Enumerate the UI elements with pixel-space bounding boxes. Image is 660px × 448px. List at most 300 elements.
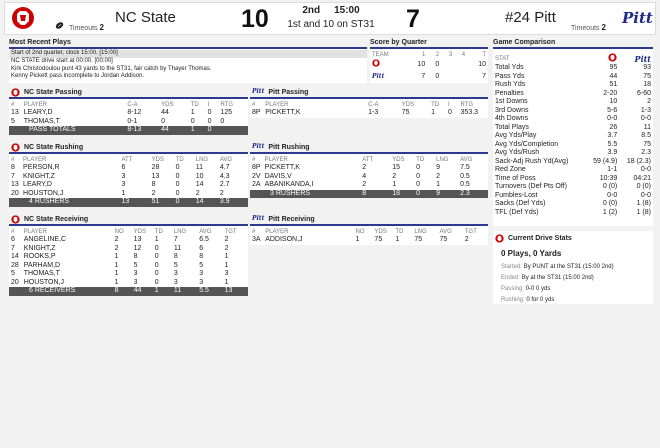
col-header: ATT [362, 156, 374, 163]
table-row [250, 109, 488, 118]
stat-cell: 0 [174, 198, 194, 207]
col-header: # [11, 228, 15, 235]
panel-title: Pitt Passing [268, 89, 309, 96]
stat-cell: 75 [439, 236, 448, 243]
col-header: 1 [421, 51, 426, 58]
col-header: # [252, 156, 256, 163]
stat-value: 26 [609, 123, 618, 131]
table-row [250, 236, 488, 245]
col-header: TD [416, 156, 425, 163]
stat-cell: 12 [133, 244, 142, 252]
panel-title: NC State Receiving [24, 216, 89, 223]
stat-cell: 8 [360, 190, 390, 199]
stat-cell: 4.3 [219, 172, 230, 180]
comparison-row [493, 149, 653, 158]
stat-value: 1 (8) [636, 200, 651, 207]
stat-label: Sacks (Def Yds) [495, 200, 546, 207]
stat-cell: 353.3 [460, 109, 479, 116]
stat-value: 44 [609, 72, 618, 80]
col-header: YDS [151, 156, 164, 163]
table-row [250, 164, 488, 173]
away-score: 10 [241, 5, 269, 33]
game-clock: 15:00 [334, 5, 360, 16]
stat-value: 0-0 [640, 115, 651, 122]
stat-cell: 14 [195, 181, 204, 188]
stat-cell: 3 [121, 172, 126, 180]
stat-value: 10 [609, 98, 618, 105]
stat-cell: 2 [114, 236, 119, 243]
stat-cell: 2 [362, 181, 367, 188]
stat-label: Time of Poss [495, 174, 536, 182]
most-recent-plays-panel [9, 38, 367, 85]
stat-value: 0 (0) [636, 183, 651, 190]
stat-label: Total Yds [495, 64, 524, 71]
stat-value: 2.3 [641, 149, 651, 156]
home-timeouts: Timeouts 2 [571, 23, 606, 32]
comparison-row [493, 81, 653, 90]
stat-cell: 8 [133, 253, 138, 260]
stats-table [250, 154, 488, 198]
stat-cell: 13 [11, 181, 19, 188]
stat-cell: 10 [195, 172, 204, 180]
pitt-receiving-panel [250, 215, 488, 245]
stat-cell: 0 [175, 189, 180, 197]
stat-label: Avg Yds/Rush [495, 149, 540, 156]
stat-label: Pass Yds [495, 72, 525, 80]
stat-label: 1st Downs [495, 98, 528, 105]
pitt-logo: Pitt [252, 215, 265, 222]
stat-value: 0 (0) [602, 200, 618, 207]
col-header: TD [175, 156, 184, 163]
stat-cell: 9 [434, 190, 458, 199]
stat-value: 2-20 [603, 89, 618, 97]
col-header: # [252, 101, 256, 108]
stat-value: 75 [643, 140, 651, 148]
table-row [9, 245, 248, 254]
stat-cell: 44 [161, 109, 169, 116]
stat-cell: 2A [252, 181, 261, 188]
stat-cell: 5 [199, 261, 204, 269]
player-name: HOUSTON,J [23, 189, 64, 197]
col-header: LNG [436, 156, 449, 163]
col-header: YDS [133, 228, 146, 235]
player-name: LEARY,D [23, 181, 52, 188]
stat-cell: 5 [11, 117, 15, 125]
stat-cell: 1 [224, 278, 229, 286]
table-row [9, 164, 248, 173]
stat-label: Total Plays [495, 123, 529, 131]
col-header: LNG [414, 228, 427, 235]
stat-cell: 0 [416, 172, 421, 180]
comparison-row [493, 132, 653, 141]
stat-cell: 0 [416, 181, 421, 188]
col-header: 2 [435, 51, 440, 58]
stat-cell: 8-13 [125, 126, 159, 135]
home-team-name: #24 Pitt [505, 9, 556, 26]
stat-cell: 8 [11, 164, 15, 171]
player-name: ADDISON,J [265, 236, 303, 243]
stat-cell: 2 [219, 189, 224, 197]
stat-cell: 0 [220, 117, 225, 125]
table-row [9, 173, 248, 182]
table-row [9, 279, 248, 288]
col-header: NO [355, 228, 365, 235]
stat-cell: 8 [199, 253, 204, 260]
stat-cell: 1 [114, 278, 119, 286]
away-timeouts: Timeouts 2 [69, 23, 104, 32]
stat-label: Turnovers (Def Pts Off) [495, 183, 567, 190]
ncstate-logo [608, 53, 617, 62]
col-header: RTG [220, 101, 233, 108]
ncstate-logo [495, 234, 504, 243]
comparison-row [493, 90, 653, 99]
stat-cell: 28 [11, 261, 19, 269]
stat-cell: 3 [224, 270, 229, 277]
player-name: HOUSTON,J [23, 278, 65, 286]
stat-cell: 5 [173, 261, 178, 269]
stat-cell: 3 [173, 270, 178, 277]
stat-value: 3.7 [607, 132, 618, 139]
stat-cell: 1-3 [368, 109, 379, 116]
stat-value: 10:39 [599, 174, 618, 182]
play-line: Start of 2nd quarter, clock 15:00. [15:00] [9, 50, 367, 58]
stat-cell: 0 [414, 190, 434, 199]
stat-cell: 8 [113, 287, 132, 296]
stat-cell: 3.9 [218, 198, 248, 207]
stat-cell: 1 [121, 189, 126, 197]
col-header: TD [431, 101, 440, 108]
stat-cell: 28 [151, 164, 160, 171]
comparison-row [493, 166, 653, 175]
scoreboard [4, 2, 656, 35]
col-header: PLAYER [23, 228, 47, 235]
stat-cell: 7 [173, 236, 178, 243]
stat-cell: 0 [206, 126, 219, 135]
totals-label: 3 RUSHERS [250, 190, 360, 199]
stat-cell: 13 [11, 109, 19, 116]
col-header: YDS [401, 101, 415, 108]
stat-value: 11 [643, 123, 651, 131]
stat-cell: 1 [154, 236, 159, 243]
stat-cell: 44 [132, 287, 153, 296]
stat-cell: 0 [190, 117, 195, 125]
stat-cell: 1 [114, 261, 119, 269]
stat-cell: 20 [11, 189, 19, 197]
ncstate-logo [11, 215, 20, 224]
table-row [9, 181, 248, 190]
totals-row [9, 126, 248, 135]
comparison-row [493, 64, 653, 73]
ncstate-receiving-panel [9, 215, 248, 296]
stat-cell: 8-12 [127, 109, 142, 116]
col-header: LNG [173, 228, 187, 235]
table-row [250, 173, 488, 182]
stat-cell: 0 [207, 117, 212, 125]
comparison-row [493, 107, 653, 116]
col-header: YDS [374, 228, 387, 235]
col-header: TGT [224, 228, 237, 235]
pitt-logo: Pitt [372, 72, 385, 80]
stat-label: Sack-Adj Rush Yd(Avg) [495, 157, 569, 165]
table-row [9, 190, 248, 199]
stat-cell: 13 [119, 198, 149, 207]
stat-cell: 2.3 [458, 190, 488, 199]
stat-cell: 11 [173, 244, 182, 252]
col-header: TD [190, 101, 199, 108]
stat-cell: 0 [154, 278, 159, 286]
player-name: ANGELINE,C [23, 236, 67, 243]
stat-cell: 3 [121, 181, 126, 188]
stat-cell: 51 [150, 198, 174, 207]
panel-title: Pitt Receiving [268, 216, 315, 223]
stat-cell: 0.5 [460, 181, 470, 188]
game-comparison-panel [493, 38, 653, 228]
stat-value: 0-0 [640, 191, 651, 199]
table-row: Pitt 7 0 7 [372, 72, 486, 80]
stat-cell: 6.5 [199, 236, 209, 243]
stat-cell: 4.7 [219, 164, 230, 171]
stat-label: Rush Yds [495, 81, 526, 88]
comparison-row [493, 115, 653, 124]
pitt-logo: Pitt [634, 53, 651, 64]
col-header: # [11, 156, 15, 163]
col-header: I [207, 101, 210, 108]
player-name: ABANIKANDA,I [264, 181, 314, 188]
score-by-quarter-panel [370, 38, 488, 85]
stat-cell: 0 [207, 109, 212, 116]
player-name: PICKETT,K [264, 164, 300, 171]
stat-cell: 13 [151, 172, 160, 180]
table-row [9, 118, 248, 127]
ncstate-logo [11, 6, 35, 30]
stat-value: 04:21 [633, 174, 651, 182]
stat-value: 8.5 [641, 132, 651, 139]
stat-value: 93 [643, 64, 651, 71]
stat-cell: 3 [199, 270, 204, 277]
stat-cell: 1 [114, 253, 119, 260]
stat-cell: 1 [224, 253, 229, 260]
stat-value: 0 (0) [602, 183, 618, 190]
pitt-passing-panel [250, 88, 488, 118]
col-header: # [252, 228, 256, 235]
stat-cell: 2 [436, 172, 441, 180]
stat-cell: 14 [11, 253, 19, 260]
stat-cell: 1 [355, 236, 360, 243]
drive-rushing: Rushing: 0 for 0 yds [501, 297, 555, 303]
home-score: 7 [406, 5, 420, 33]
stat-cell: 13 [133, 236, 142, 243]
stat-value: 1-3 [640, 106, 651, 114]
stat-cell: 6 [121, 164, 126, 171]
col-header: AVG [199, 228, 212, 235]
stat-value: 5.5 [607, 140, 618, 148]
stat-label: Avg Yds/Play [495, 132, 537, 139]
ncstate-logo [372, 59, 380, 67]
panel-title: NC State Rushing [24, 144, 84, 151]
col-header: TD [395, 228, 404, 235]
stat-cell: 3 [173, 278, 178, 286]
panel-title: Most Recent Plays [9, 38, 367, 49]
col-header: # [11, 101, 15, 108]
play-line: Kirk Christodoulou punt 43 yards to the ST31, fair catch by Thayer Thomas. [11, 65, 212, 72]
stat-cell: 5 [11, 270, 15, 277]
col-header: PLAYER [265, 101, 289, 108]
stat-cell: 0 [154, 261, 159, 269]
comparison-row [493, 98, 653, 107]
game-clock-panel [275, 5, 387, 30]
stat-value: 75 [643, 72, 651, 80]
stat-cell: 75 [374, 236, 383, 243]
stat-cell: 0 [154, 270, 159, 277]
table-row: 10 0 10 [370, 59, 488, 71]
stat-cell: 8P [252, 109, 261, 116]
stat-cell: 7.5 [460, 164, 470, 171]
stat-cell: 0 [175, 164, 180, 171]
stat-cell: 44 [159, 126, 189, 135]
stat-cell: 15 [392, 164, 400, 171]
stat-value: 2 [647, 98, 651, 105]
player-name: LEARY,D [23, 109, 53, 116]
panel-title: NC State Passing [24, 89, 82, 96]
player-name: DAVIS,V [264, 172, 292, 180]
col-header: T [482, 51, 486, 58]
col-header: C-A [127, 101, 138, 108]
stat-cell: 2 [224, 244, 229, 252]
stat-value: 0-0 [607, 115, 618, 122]
stat-cell: 1 [436, 181, 441, 188]
player-name: THOMAS,T [23, 117, 60, 125]
drive-ended: Ended: By at the ST31 (15:00 2nd) [501, 275, 594, 281]
table-row [250, 181, 488, 190]
stat-cell: 2 [362, 164, 367, 171]
ncstate-logo [11, 143, 20, 152]
stat-cell: 9 [436, 164, 441, 171]
stat-value: 18 (2.3) [626, 157, 651, 165]
stat-cell: 1 [224, 261, 229, 269]
stat-value: 3.9 [607, 149, 618, 156]
stat-value: 51 [609, 81, 618, 88]
stat-cell: 11 [195, 164, 204, 171]
down-and-distance: 1st and 10 on ST31 [287, 19, 375, 30]
col-header: YDS [392, 156, 405, 163]
stat-cell: 2V [252, 172, 261, 180]
ncstate-logo [11, 88, 20, 97]
stat-value: 1 (2) [602, 208, 618, 216]
stat-cell: 1 [153, 287, 172, 296]
player-name: THOMAS,T [23, 270, 60, 277]
stat-cell: 3 [133, 270, 138, 277]
stat-cell: 8 [151, 181, 156, 188]
stat-cell: 0 [154, 253, 159, 260]
drive-started: Started: By PUNT at the ST31 (15:00 2nd) [501, 264, 614, 270]
col-header: PLAYER [265, 228, 289, 235]
comparison-row [493, 175, 653, 184]
totals-label: 4 RUSHERS [9, 198, 119, 207]
comparison-row [493, 141, 653, 150]
stat-value: 1 (8) [636, 208, 651, 216]
col-header: 4 [461, 51, 466, 58]
stat-cell: 13 [223, 287, 248, 296]
stat-cell: 0 [416, 164, 421, 171]
stat-cell: 0-1 [127, 117, 138, 125]
col-header: RTG [460, 101, 474, 108]
player-name: PERSON,R [23, 164, 60, 171]
stat-cell: 3 [199, 278, 204, 286]
col-header: AVG [460, 156, 473, 163]
table-row [9, 236, 248, 245]
player-name: KNIGHT,Z [23, 172, 55, 180]
pitt-logo: Pitt [252, 88, 265, 95]
stat-cell: 2 [114, 244, 119, 252]
stat-cell: 2 [464, 236, 469, 243]
stat-cell: 75 [401, 109, 410, 116]
stat-cell: 2 [151, 189, 156, 197]
col-header: ATT [121, 156, 133, 163]
col-header: PLAYER [23, 156, 47, 163]
col-header: AVG [219, 156, 233, 163]
comparison-row [493, 183, 653, 192]
stats-table [250, 226, 488, 245]
ncstate-passing-panel [9, 88, 248, 135]
stats-table [9, 226, 248, 296]
away-team-name: NC State [115, 9, 176, 26]
stat-cell: 0 [447, 109, 452, 116]
stat-value: 5-6 [607, 106, 618, 114]
ncstate-rushing-panel [9, 143, 248, 207]
comparison-row [493, 158, 653, 167]
stat-cell: 1 [189, 126, 206, 135]
col-header: PLAYER [23, 101, 47, 108]
stat-cell: 1 [431, 109, 436, 116]
play-line: NC STATE drive start at 00:00. [00:00] [11, 57, 113, 64]
pitt-logo: Pitt [252, 143, 265, 150]
stat-cell: 3A [252, 236, 261, 243]
stat-cell: 3 [133, 278, 138, 286]
stats-table [9, 99, 248, 135]
col-header: LNG [195, 156, 209, 163]
stat-value: 0-0 [607, 191, 618, 199]
player-name: PARHAM,D [23, 261, 61, 269]
stat-value: 95 [609, 64, 618, 71]
stat-label: 4th Downs [495, 115, 529, 122]
panel-title: Pitt Rushing [268, 144, 310, 151]
col-header: 3 [448, 51, 453, 58]
comparison-row [493, 73, 653, 82]
totals-row [9, 287, 248, 296]
play-line: Kenny Pickett pass incomplete to Jordan Addison. [11, 73, 145, 80]
stat-cell: 18 [390, 190, 414, 199]
stat-value: 1-1 [607, 166, 618, 173]
panel-title: Game Comparison [493, 38, 653, 49]
stat-cell: 1 [392, 181, 397, 188]
stat-cell: 75 [414, 236, 423, 243]
pitt-logo: Pitt [622, 9, 653, 27]
stat-cell: 5 [133, 261, 138, 269]
stat-cell: 0.5 [460, 172, 470, 180]
player-name: KNIGHT,Z [23, 244, 56, 252]
stat-cell: 0 [175, 181, 180, 188]
stat-cell: 8 [173, 253, 178, 260]
comparison-row [493, 200, 653, 209]
stat-cell: 0 [175, 172, 180, 180]
col-header: C-A [368, 101, 379, 108]
panel-title: Current Drive Stats [508, 235, 572, 242]
stat-value: 6-60 [636, 89, 651, 97]
drive-passing: Passing: 0-0 0 yds [501, 286, 551, 292]
stat-cell: 5.5 [197, 287, 222, 296]
player-name: PICKETT,K [265, 109, 301, 116]
stat-label: Penalties [495, 89, 524, 97]
